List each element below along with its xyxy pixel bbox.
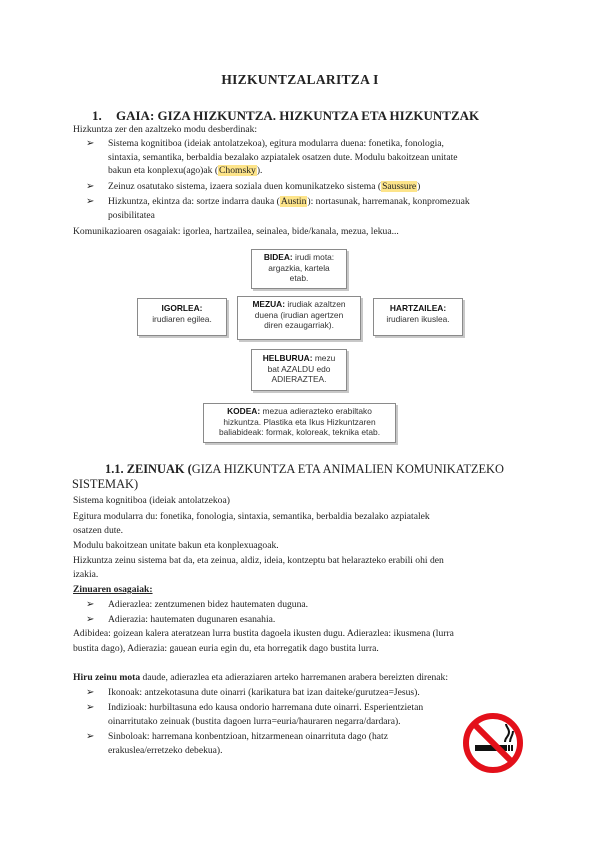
list-item-text: Sinboloak: harremana konbentzioan, hitzarmenean oinarrituta dago (hatz [108, 731, 388, 742]
paragraph-line: Sistema kognitiboa (ideiak antolatzekoa) [73, 495, 230, 506]
section-heading-1 [92, 108, 479, 124]
list-item [86, 598, 309, 612]
example-line: Adibidea: goizean kalera ateratzean lurra bustita dagoela ikusten dugu. Adierazlea: ikusmena (lurra [73, 628, 454, 639]
arrow-bullet-icon: ➢ [86, 181, 95, 192]
example-line: bustita dago), Adierazia: gauean euria egin du, eta horregatik dago bustita lurra. [73, 643, 379, 654]
highlighted-name: Austin [280, 196, 307, 207]
zeinu-motak-intro: Hiru zeinu mota daude, adierazlea eta adieraziaren arteko harremanen arabera bereizten direnak: [73, 672, 449, 683]
komunikazio-osagaiak-text: Komunikazioaren osagaiak: igorlea, hartzailea, seinalea, bide/kanala, mezua, lekua... [73, 226, 399, 237]
highlighted-name: Chomsky [219, 165, 256, 177]
intro-text: Hizkuntza zer den azaltzeko modu desberdinak: [73, 124, 258, 135]
list-item-text: bakun eta konplexu(ago)ak (Chomsky). [108, 165, 263, 177]
list-item [86, 137, 548, 178]
paragraph-line: osatzen dute. [73, 525, 124, 536]
arrow-bullet-icon: ➢ [86, 138, 95, 149]
list-item-text: Hizkuntza, ekintza da: sortze indarra dauka (Austin): nortasunak, harremanak, konpromezuak [108, 196, 470, 207]
section-title: GAIA: GIZA HIZKUNTZA. HIZKUNTZA ETA HIZKUNTZAK [116, 108, 480, 123]
section-number: 1. [92, 108, 102, 123]
list-item-text: posibilitatea [108, 209, 155, 221]
section-heading-1-1: 1.1. ZEINUAK (GIZA HIZKUNTZA ETA ANIMALIEN KOMUNIKATZEKO SISTEMAK) [72, 462, 504, 491]
list-item [86, 701, 424, 728]
list-item [86, 686, 420, 700]
list-item-text: Adierazlea: zentzumenen bidez hautematen duguna. [108, 599, 309, 610]
list-item-text: Ikonoak: antzekotasuna dute oinarri (karikatura bat izan daiteke/gurutzea=Jesus). [108, 687, 420, 698]
osagaiak-heading: Zinuaren osagaiak: [73, 584, 153, 595]
arrow-bullet-icon: ➢ [86, 702, 95, 713]
list-item-text: Indizioak: hurbiltasuna edo kausa ondorio harremana dute oinarri. Esperientzietan [108, 702, 424, 713]
arrow-bullet-icon: ➢ [86, 599, 95, 610]
diagram-box-mezua: MEZUA: irudiak azaltzen duena (irudian agertzen diren ezaugarriak). [237, 296, 361, 340]
list-item [86, 180, 548, 194]
list-item-text: oinarritutako zeinuak (bustita dagoen lurra=euria/hauraren negarra/dardara). [108, 715, 401, 727]
arrow-bullet-icon: ➢ [86, 687, 95, 698]
list-item-text: Adierazia: hautematen dugunaren esanahia. [108, 614, 276, 625]
diagram-box-hartzailea: HARTZAILEA: irudiaren ikuslea. [373, 298, 463, 336]
paragraph-line: izakia. [73, 569, 99, 580]
paragraph-line: Modulu bakoitzean unitate bakun eta konplexuagoak. [73, 540, 279, 551]
list-item [86, 730, 388, 757]
list-item-text: sintaxia, semantika, berbaldia bezalako azpiatalek osatzen dute. Modulu bakoitzean unitate [108, 151, 458, 163]
diagram-box-igorlea: IGORLEA: irudiaren egilea. [137, 298, 227, 336]
document-title: HIZKUNTZALARITZA I [221, 72, 379, 87]
diagram-box-bidea: BIDEA: irudi mota: argazkia, kartela etab. [251, 249, 347, 289]
highlighted-name: Saussure [382, 181, 417, 192]
list-item-text: Zeinuz osatutako sistema, izaera soziala duen komunikatzeko sistema (Saussure) [108, 181, 421, 192]
list-item [86, 195, 548, 222]
no-smoking-icon [461, 711, 525, 775]
list-item [86, 613, 276, 627]
arrow-bullet-icon: ➢ [86, 614, 95, 625]
arrow-bullet-icon: ➢ [86, 196, 95, 207]
arrow-bullet-icon: ➢ [86, 731, 95, 742]
paragraph-line: Egitura modularra du: fonetika, fonologia, sintaxia, semantika, berbaldia bezalako azpiatalek [73, 511, 430, 522]
list-item-text: erakuslea/erretzeko debekua). [108, 744, 223, 756]
paragraph-line: Hizkuntza zeinu sistema bat da, eta zeinua, aldiz, ideia, kontzeptu bat helarazteko erabili ohi den [73, 555, 444, 566]
diagram-box-kodea: KODEA: mezua adierazteko erabiltako hizkuntza. Plastika eta Ikus Hizkuntzaren baliabideak: formak, koloreak, teknika etab. [203, 403, 396, 443]
list-item-text: Sistema kognitiboa (ideiak antolatzekoa), egitura modularra duena: fonetika, fonologia, [108, 138, 444, 149]
diagram-box-helburua: HELBURUA: mezu bat AZALDU edo ADIERAZTEA. [251, 349, 347, 391]
